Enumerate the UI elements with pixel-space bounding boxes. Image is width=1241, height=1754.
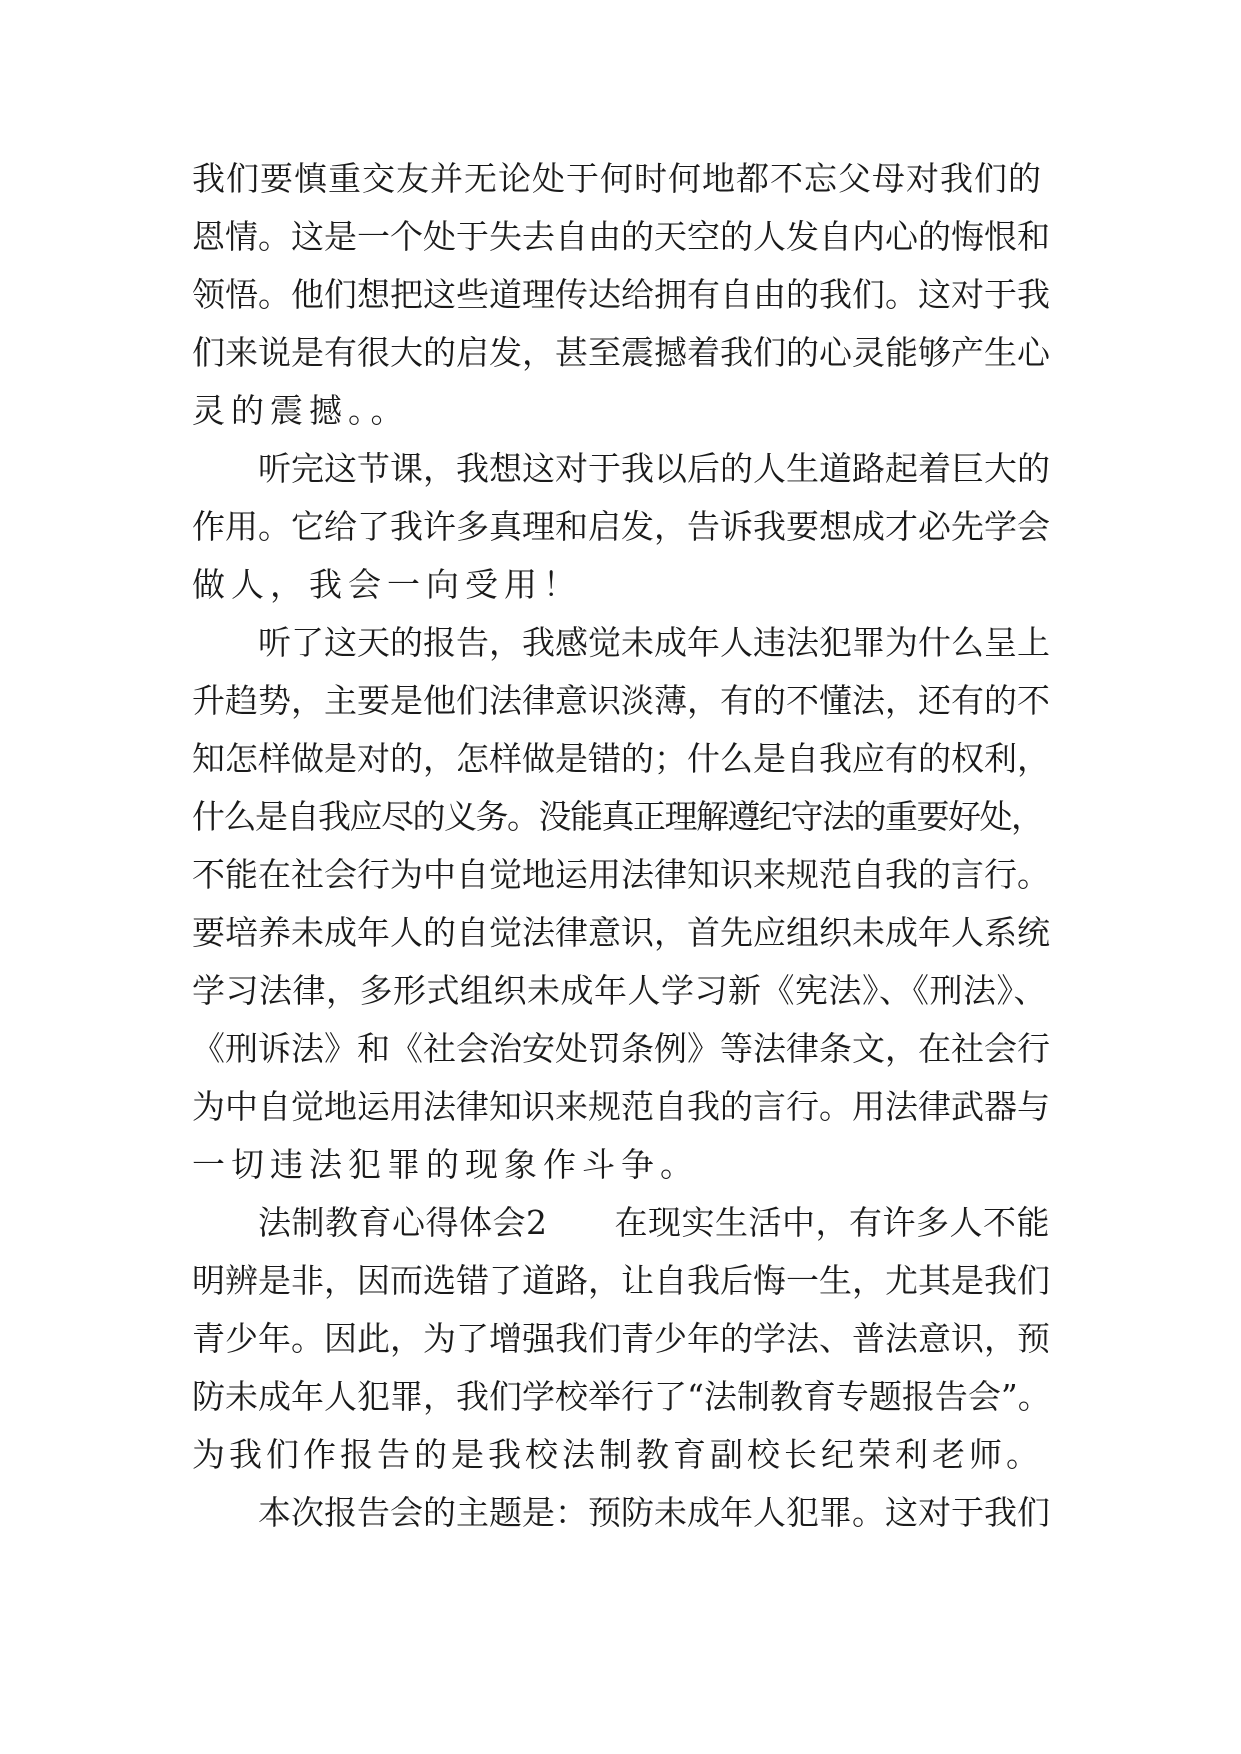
text-line: 《刑诉法》和《社会治安处罚条例》等法律条文，在社会行 [192, 1029, 1050, 1068]
text-line: 为中自觉地运用法律知识来规范自我的言行。用法律武器与 [192, 1087, 1050, 1126]
text-line: 防未成年人犯罪，我们学校举行了“法制教育专题报告会”。 [192, 1377, 1051, 1416]
text-line: 做人，我会一向受用！ [192, 565, 582, 604]
text-line: 明辨是非，因而选错了道路，让自我后悔一生，尤其是我们 [192, 1261, 1050, 1300]
text-line: 领悟。他们想把这些道理传达给拥有自由的我们。这对于我 [192, 275, 1050, 314]
text-line: 作用。它给了我许多真理和启发，告诉我要想成才必先学会 [192, 507, 1050, 546]
text-line: 法制教育心得体会2 在现实生活中，有许多人不能 [258, 1203, 1050, 1242]
text-line: 我们要慎重交友并无论处于何时何地都不忘父母对我们的 [192, 159, 1042, 198]
text-line: 知怎样做是对的，怎样做是错的；什么是自我应有的权利， [192, 739, 1050, 778]
text-line: 本次报告会的主题是：预防未成年人犯罪。这对于我们 [258, 1493, 1050, 1532]
text-line: 要培养未成年人的自觉法律意识，首先应组织未成年人系统 [192, 913, 1050, 952]
text-line: 什么是自我应尽的义务。没能真正理解遵纪守法的重要好处， [192, 797, 1043, 836]
text-line: 青少年。因此，为了增强我们青少年的学法、普法意识，预 [192, 1319, 1050, 1358]
text-line: 升趋势，主要是他们法律意识淡薄，有的不懂法，还有的不 [192, 681, 1050, 720]
text-line: 灵的震撼。。 [192, 391, 410, 430]
text-line: 为我们作报告的是我校法制教育副校长纪荣利老师。 [192, 1435, 1043, 1474]
text-line: 听了这天的报告，我感觉未成年人违法犯罪为什么呈上 [258, 623, 1050, 662]
text-line: 学习法律，多形式组织未成年人学习新《宪法》、《刑法》、 [192, 971, 1047, 1010]
text-line: 不能在社会行为中自觉地运用法律知识来规范自我的言行。 [192, 855, 1050, 894]
text-line: 们来说是有很大的启发，甚至震撼着我们的心灵能够产生心 [192, 333, 1050, 372]
text-line: 听完这节课，我想这对于我以后的人生道路起着巨大的 [258, 449, 1050, 488]
text-line: 一切违法犯罪的现象作斗争。 [192, 1145, 699, 1184]
text-line: 恩情。这是一个处于失去自由的天空的人发自内心的悔恨和 [192, 217, 1050, 256]
